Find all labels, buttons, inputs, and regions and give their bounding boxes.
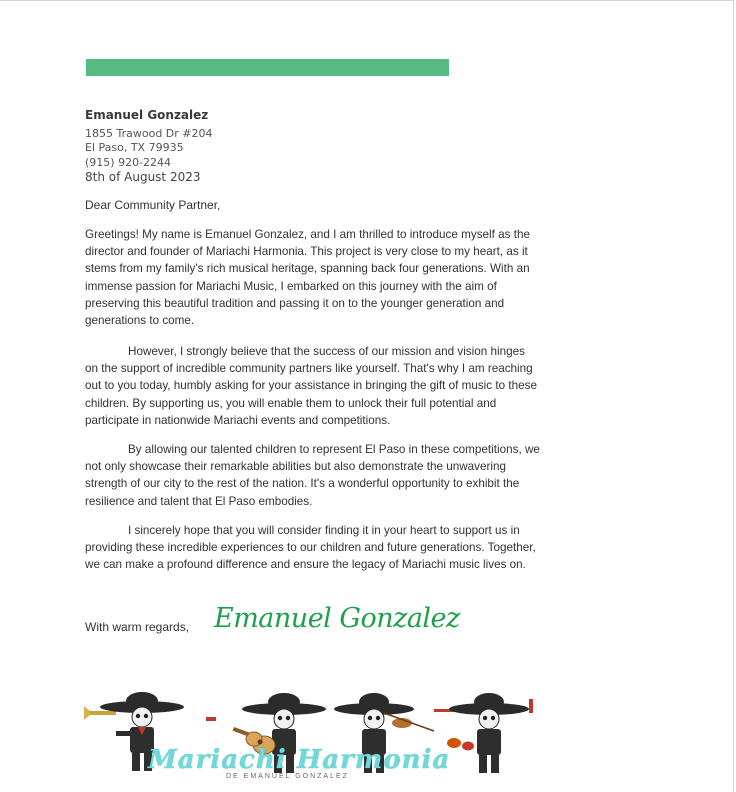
skeleton-maracas-icon [447,693,533,773]
letter-date: 8th of August 2023 [85,170,201,184]
paragraph-support: However, I strongly believe that the success of our mission and vision hinges on the support of incredible community partners like yourself. That's why I am reaching out to you today, humbly asking for your assistance in bringing the gift of music to these children. By supporting us, you will enable them to unlock their full potential and participate in nationwide Mariachi events and competitions. [85,345,537,427]
header-accent-bar [86,59,449,76]
paragraph-representation: By allowing our talented children to represent El Paso in these competitions, we not only showcase their remarkable abilities but also demonstrate the unwavering strength of our city to the rest of the nation. It's a wonderful opportunity to exhibit the resilience and talent that El Paso embodies. [85,443,540,508]
paragraph-closing-hope: I sincerely hope that you will consider finding it in your heart to support us in providing these incredible experiences to our children and future generations. Together, we can make a profound difference and ensure the legacy of Mariachi music lives on. [85,524,536,572]
mariachi-harmonia-logo [84,691,542,783]
salutation: Dear Community Partner, [85,198,221,212]
sender-address-line1: 1855 Trawood Dr #204 [85,127,213,140]
signature: Emanuel Gonzalez [214,603,460,634]
sender-name: Emanuel Gonzalez [85,108,209,122]
closing-phrase: With warm regards, [85,620,190,634]
sender-address-line2: El Paso, TX 79935 [85,141,184,154]
logo-subtitle: DE EMANUEL GONZALEZ [226,773,349,780]
sender-phone: (915) 920-2244 [85,156,172,169]
paragraph-intro: Greetings! My name is Emanuel Gonzalez, and I am thrilled to introduce myself as the director and founder of Mariachi Harmonia. This project is very close to my heart, as it stems from my family's rich musical heritage, spanning back four generations. With an immense passion for Mariachi Music, I embarked on this journey with the aim of preserving this beautiful tradition and passing it on to the younger generation and generations to come. [85,228,530,328]
logo-title: Mariachi Harmonia [148,745,451,775]
